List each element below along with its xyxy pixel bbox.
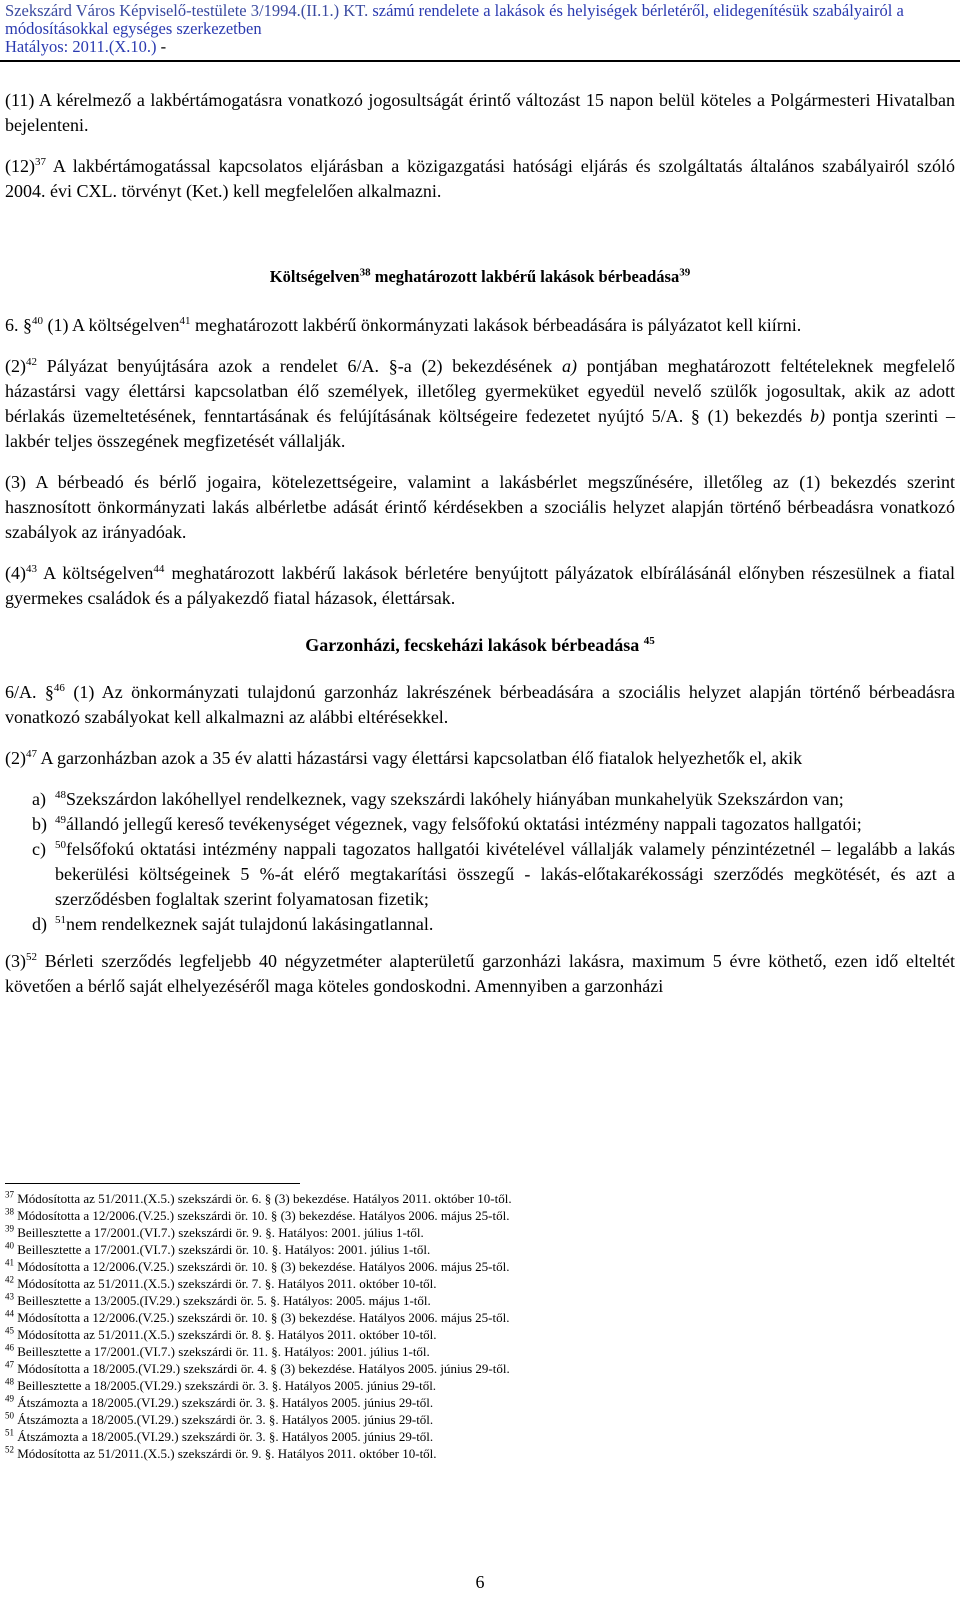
footnote-ref: 42: [26, 356, 37, 368]
document-body: [5, 88, 955, 999]
footnote-ref: 43: [26, 563, 37, 575]
footnote-ref: 44: [153, 563, 165, 575]
section-heading-garzonhazi: Garzonházi, fecskeházi lakások bérbeadása $^{45}$: [305, 635, 655, 655]
footnote: $^{44}$ Módosította a 12/2006.(V.25.) szekszárdi ör. 10. § (3) bekezdése. Hatályos 2006. május 25-től.: [5, 1308, 510, 1325]
footnote-ref: 51: [55, 914, 66, 926]
footnote-ref: 41: [179, 315, 191, 327]
footnote-ref: 49: [55, 814, 66, 826]
list-item: a) $^{48}$Szekszárdon lakóhellyel rendelkeznek, vagy szekszárdi lakóhely hiányában munkahelyük Szekszárdon van;: [32, 789, 844, 809]
footnote-ref: 39: [679, 266, 691, 279]
footnote: $^{49}$ Átszámozta a 18/2005.(VI.29.) szekszárdi ör. 3. §. Hatályos 2005. június 29-től.: [5, 1393, 434, 1410]
header-line-2: módosításokkal egységes szerkezetben: [5, 19, 262, 38]
footnote: $^{48}$ Beillesztette a 18/2005.(VI.29.) szekszárdi ör. 3. §. Hatályos 2005. június 29-től.: [5, 1376, 437, 1393]
section-6-paragraph-1: 6. §$^{40}$ (1) A költségelven$^{41}$ meghatározott lakbérű önkormányzati lakások bérbeadására is pályázatot kell kiírni.: [5, 315, 802, 335]
footnote: $^{50}$ Átszámozta a 18/2005.(VI.29.) szekszárdi ör. 3. §. Hatályos 2005. június 29-től.: [5, 1410, 434, 1427]
header-line-3: Hatályos: 2011.(X.10.) -: [5, 37, 167, 56]
footnote-ref: 45: [643, 635, 655, 647]
section-6a-paragraph-1: 6/A. §$^{46}$ (1) Az önkormányzati tulajdonú garzonház lakrészének bérbeadására a szociális helyzet alapján történő bérbeadásra vonatkozó szabályokat kell alkalmazni az alábbi eltérésekkel.: [5, 682, 955, 727]
footnote: $^{42}$ Módosította az 51/2011.(X.5.) szekszárdi ör. 7. §. Hatályos 2011. október 10-től.: [5, 1274, 437, 1291]
paragraph-11: (11) A kérelmező a lakbértámogatásra vonatkozó jogosultságát érintő változást 15 napon belül köteles a Polgármesteri Hivatalban bejelenteni.: [5, 90, 955, 135]
header-effective-date: Hatályos: 2011.(X.10.): [5, 37, 157, 56]
list-item: d) $^{51}$nem rendelkeznek saját tulajdonú lakásingatlannal.: [32, 914, 434, 934]
footnote-ref: 52: [26, 951, 37, 963]
footnote: $^{37}$ Módosította az 51/2011.(X.5.) szekszárdi ör. 6. § (3) bekezdése. Hatályos 2011. október 10-től.: [5, 1189, 512, 1206]
eligibility-list: [5, 787, 955, 937]
footnote: $^{38}$ Módosította a 12/2006.(V.25.) szekszárdi ör. 10. § (3) bekezdése. Hatályos 2006. május 25-től.: [5, 1206, 510, 1223]
footnote: $^{52}$ Módosította az 51/2011.(X.5.) szekszárdi ör. 9. §. Hatályos 2011. október 10-től.: [5, 1444, 437, 1461]
paragraph-12: $(12)^{37}$ A lakbértámogatással kapcsolatos eljárásban a közigazgatási hatósági eljárás és szolgáltatás általános szabályairól szóló 2004. évi CXL. törvényt (Ket.) kell megfelelően alkalmazni.: [5, 156, 955, 201]
footnote-separator: [5, 1183, 300, 1184]
section-6-paragraph-2: $(2)^{42}$ Pályázat benyújtására azok a rendelet 6/A. §-a (2) bekezdésének a) pontjában meghatározott feltételeknek megfelelő házastársi vagy élettársi kapcsolatban élő személyek, illetőleg gyermeküket egyedül nevelő szülők jogosultak, akik az adott bérlakás üzemeltetésének, fenntartásának és felújításának költségeire fedezetet nyújtó 5/A. § (1) bekezdés b) pontja szerinti – lakbér teljes összegének megfizetését vállalják.: [5, 356, 955, 451]
section-6-paragraph-4: $(4)^{43}$ A költségelven$^{44}$ meghatározott lakbérű lakások bérletére benyújtott pályázatok elbírálásánál előnyben részesülnek a fiatal gyermekes családok és a pályakezdő fiatal házasok, élettársak.: [5, 563, 955, 608]
section-6a-paragraph-2: $(2)^{47}$ A garzonházban azok a 35 év alatti házastársi vagy élettársi kapcsolatban élő fiatalok helyezhetők el, akik: [5, 748, 803, 768]
header-rule: [0, 60, 960, 62]
section-heading-koltsegelven: Költségelven$^{38}$ meghatározott lakbérű lakások bérbeadása$^{39}$: [269, 266, 691, 286]
footnote-ref: 40: [32, 315, 43, 327]
footnote: $^{46}$ Beillesztette a 17/2001.(VI.7.) szekszárdi ör. 11. §. Hatályos: 2001. július 1-től.: [5, 1342, 430, 1359]
footnote: $^{51}$ Átszámozta a 18/2005.(VI.29.) szekszárdi ör. 3. §. Hatályos 2005. június 29-től.: [5, 1427, 434, 1444]
footnote: $^{43}$ Beillesztette a 13/2005.(IV.29.) szekszárdi ör. 5. §. Hatályos: 2005. május 1-től.: [5, 1291, 431, 1308]
footnote: $^{41}$ Módosította a 12/2006.(V.25.) szekszárdi ör. 10. § (3) bekezdése. Hatályos 2006. május 25-től.: [5, 1257, 510, 1274]
header-title: számú rendelete a lakások és helyiségek bérletéről, elidegenítésük szabályairól a: [368, 1, 904, 20]
footnote-ref: 38: [359, 266, 371, 279]
section-6-paragraph-3: (3) A bérbeadó és bérlő jogaira, kötelezettségeire, valamint a lakásbérlet megszűnésére, illetőleg az (1) bekezdés szerint hasznosított önkormányzati lakás albérletbe adását érintő kérdésekben a szociális helyzet alapján történő bérbeadásra vonatkozó szabályok az irányadóak.: [5, 472, 955, 542]
page-number: 6: [475, 1572, 485, 1592]
footnote: $^{39}$ Beillesztette a 17/2001.(VI.7.) szekszárdi ör. 9. §. Hatályos: 2001. július 1-től.: [5, 1223, 424, 1240]
footnotes: [5, 1190, 705, 1462]
footnote-ref: 47: [26, 748, 37, 760]
section-6a-paragraph-3: $(3)^{52}$ Bérleti szerződés legfeljebb 40 négyzetméter alapterületű garzonházi lakásra, maximum 5 évre köthető, ezen idő elteltét követően a bérlő saját elhelyezéséről maga köteles gondoskodni. Amennyiben a garzonházi: [5, 951, 955, 996]
page-header: [5, 2, 955, 56]
footnote-ref: 46: [53, 682, 65, 694]
list-item: b) $^{49}$állandó jellegű kereső tevékenységet végeznek, vagy felsőfokú oktatási intézmény nappali tagozatos hallgatói;: [32, 814, 862, 834]
footnote: $^{45}$ Módosította az 51/2011.(X.5.) szekszárdi ör. 8. §. Hatályos 2011. október 10-től.: [5, 1325, 437, 1342]
footnote-ref: 37: [35, 156, 46, 168]
footnote-ref: 50: [55, 839, 66, 851]
list-item: c) $^{50}$felsőfokú oktatási intézmény nappali tagozatos hallgatói kivételével vállalják valamely pénzintézetnél – legalább a lakás bekerülési költségeinek 5 %-át elérő megtakarítási összegű - lakás-előtakarékossági szerződés megkötését, és azt a szerződésben foglaltak szerint folyamatosan fizetik;: [32, 839, 955, 909]
header-line-1: [5, 2, 955, 20]
footnote: $^{47}$ Módosította a 18/2005.(VI.29.) szekszárdi ör. 4. § (3) bekezdése. Hatályos 2005. június 29-től.: [5, 1359, 510, 1376]
footnote-ref: 48: [55, 789, 66, 801]
footnote: $^{40}$ Beillesztette a 17/2001.(VI.7.) szekszárdi ör. 10. §. Hatályos: 2001. július 1-től.: [5, 1240, 431, 1257]
header-issuer: Szekszárd Város Képviselő-testülete 3/1994.(II.1.) KT.: [5, 1, 369, 20]
